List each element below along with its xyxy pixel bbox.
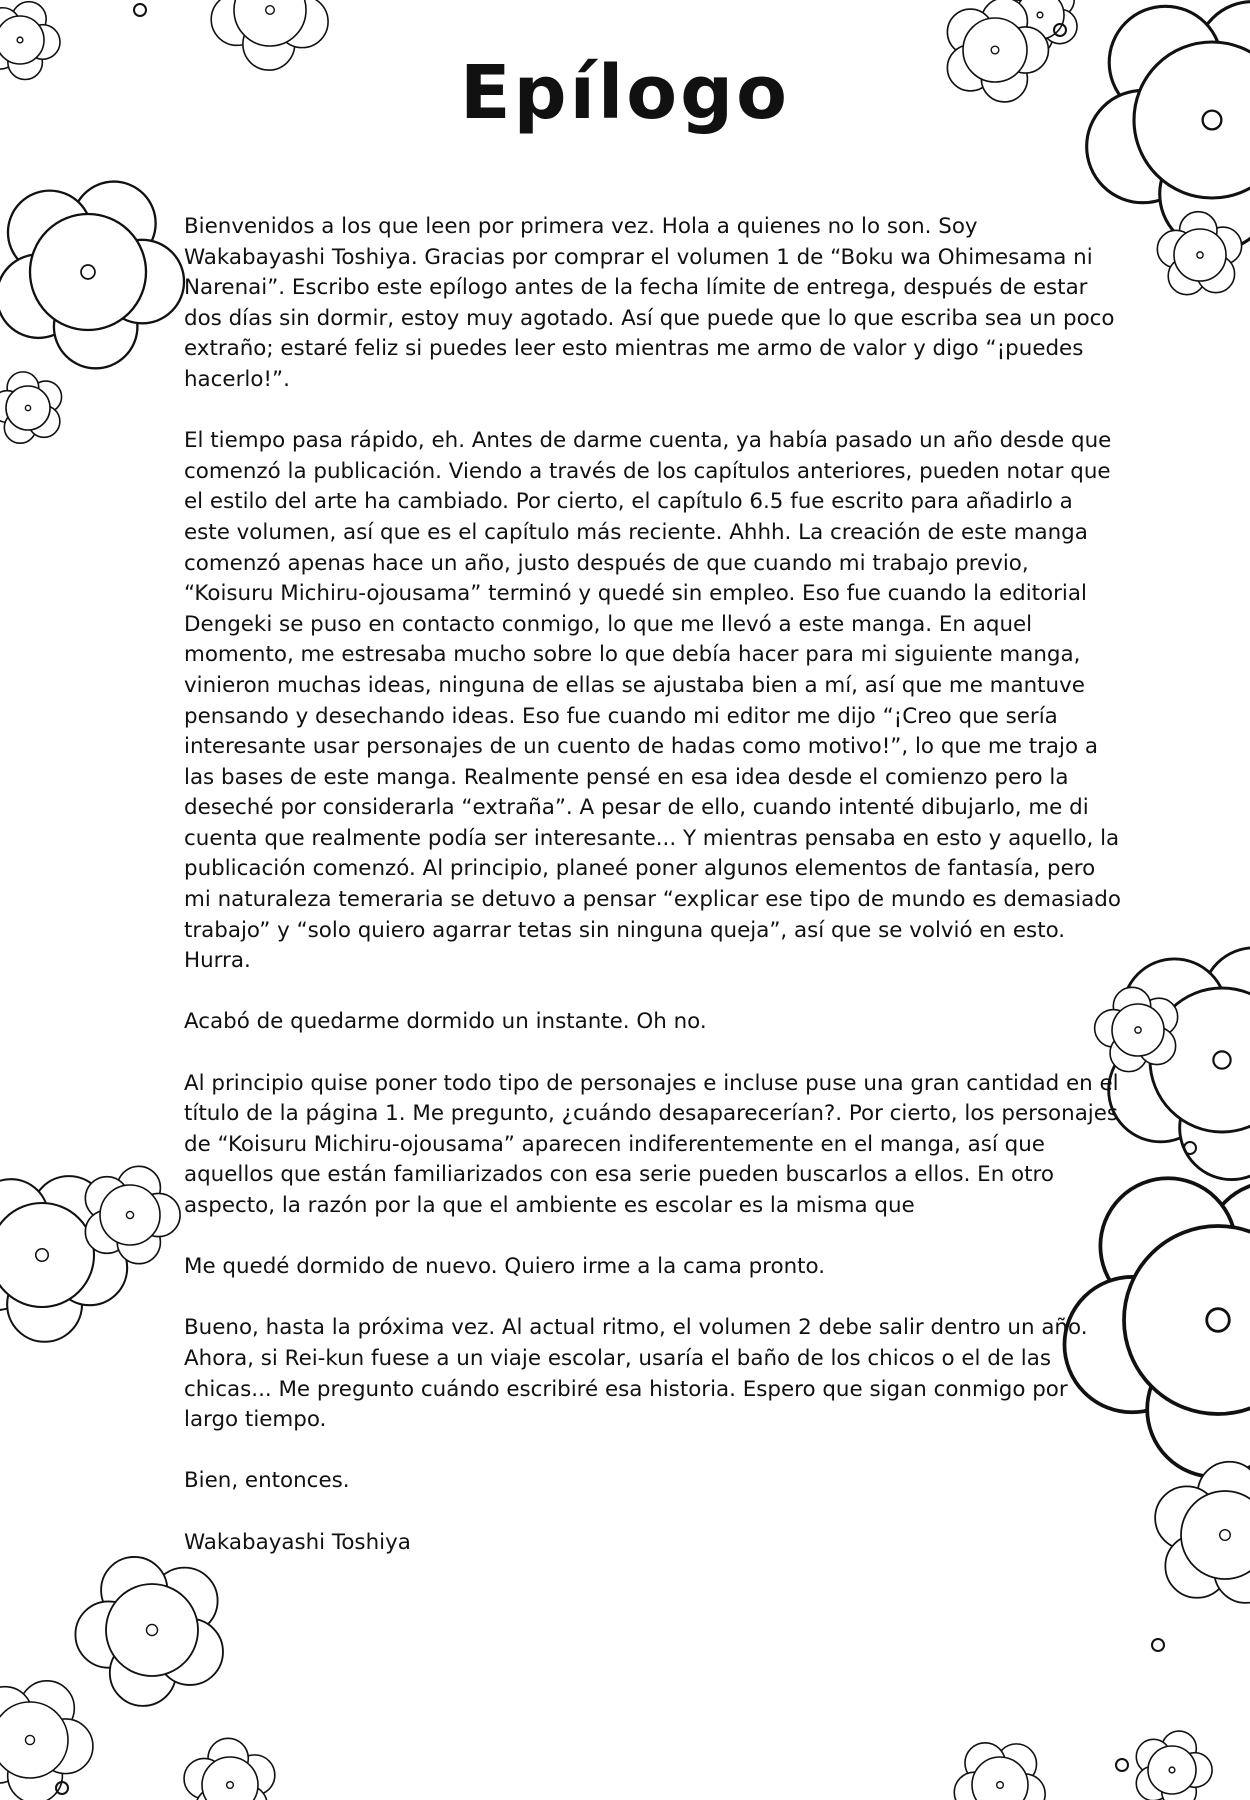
flower-icon bbox=[0, 372, 62, 443]
paragraph-characters: Al principio quise poner todo tipo de personajes e incluse puse una gran cantidad en el título de la página 1. Me pregunto, ¿cuándo desaparecerían?. Por cierto, los personajes de “Koisuru Michiru-ojousama” aparecen indiferentemente en el manga, así que aquellos que están familiarizados con esa serie pueden buscarlos a ellos. En otro aspecto, la razón por la que el ambiente es escolar es la misma que bbox=[184, 1070, 1119, 1218]
flower-icon bbox=[184, 1738, 275, 1800]
paragraph-closing: Bien, entonces. bbox=[184, 1468, 350, 1494]
dot-decoration bbox=[1152, 1639, 1164, 1651]
epilogue-body bbox=[184, 212, 1124, 1558]
flower-icon bbox=[0, 1681, 93, 1800]
flower-icon bbox=[1136, 1731, 1212, 1800]
author-signature: Wakabayashi Toshiya bbox=[184, 1529, 411, 1555]
flower-icon bbox=[0, 182, 184, 369]
flower-icon bbox=[85, 1166, 180, 1263]
flower-icon bbox=[1155, 1462, 1250, 1603]
page-title: Epílogo bbox=[460, 50, 790, 136]
paragraph-welcome: Bienvenidos a los que leen por primera vez. Hola a quienes no lo son. Soy Wakabayashi Toshiya. Gracias por comprar el volumen 1 de “Boku wa Ohimesama ni Narenai”. Escribo este epílogo antes de la fecha límite de entrega, después de estar dos días sin dormir, estoy muy agotado. Así que puede que lo que escriba sea un poco extraño; estaré feliz si puedes leer esto mientras me armo de valor y digo “¡puedes hacerlo!”. bbox=[184, 214, 1115, 392]
flower-icon bbox=[75, 1557, 223, 1706]
paragraph-history: El tiempo pasa rápido, eh. Antes de darme cuenta, ya había pasado un año desde que comenzó la publicación. Viendo a través de los capítulos anteriores, pueden notar que el estilo del arte ha cambiado. Por cierto, el capítulo 6.5 fue escrito para añadirlo a este volumen, así que es el capítulo más reciente. Ahhh. La creación de este manga comenzó apenas hace un año, justo después de que cuando mi trabajo previo, “Koisuru Michiru-ojousama” terminó y quedé sin empleo. Eso fue cuando la editorial Dengeki se puso en contacto conmigo, lo que me llevó a este manga. En aquel momento, me estresaba mucho sobre lo que debía hacer para mi siguiente manga, vinieron muchas ideas, ninguna de ellas se ajustaba bien a mí, así que me mantuve pensando y desechando ideas. Eso fue cuando mi editor me dijo “¡Creo que sería interesante usar personajes de un cuento de hadas como motivo!”, lo que me trajo a las bases de este manga. Realmente pensé en esa idea desde el comienzo pero la deseché por considerarla “extraña”. A pesar de ello, cuando intenté dibujarlo, me di cuenta que realmente podía ser interesante... Y mientras pensaba en esto y aquello, la publicación comenzó. Al principio, planeé poner algunos elementos de fantasía, pero mi naturaleza temeraria se detuvo a pensar “explicar ese tipo de mundo es demasiado trabajo” y “solo quiero agarrar tetas sin ninguna queja”, así que se volvió en esto. Hurra. bbox=[184, 428, 1121, 974]
flower-icon bbox=[954, 1743, 1045, 1800]
dot-decoration bbox=[1116, 1759, 1128, 1771]
paragraph-asleep: Acabó de quedarme dormido un instante. Oh no. bbox=[184, 1009, 707, 1035]
paragraph-farewell: Bueno, hasta la próxima vez. Al actual ritmo, el volumen 2 debe salir dentro un año. Ahora, si Rei-kun fuese a un viaje escolar, usaría el baño de los chicos o el de las chicas... Me pregunto cuándo escribiré esa historia. Espero que sigan conmigo por largo tiempo. bbox=[184, 1315, 1088, 1433]
dot-decoration bbox=[134, 4, 146, 16]
paragraph-asleep-again: Me quedé dormido de nuevo. Quiero irme a la cama pronto. bbox=[184, 1254, 826, 1280]
